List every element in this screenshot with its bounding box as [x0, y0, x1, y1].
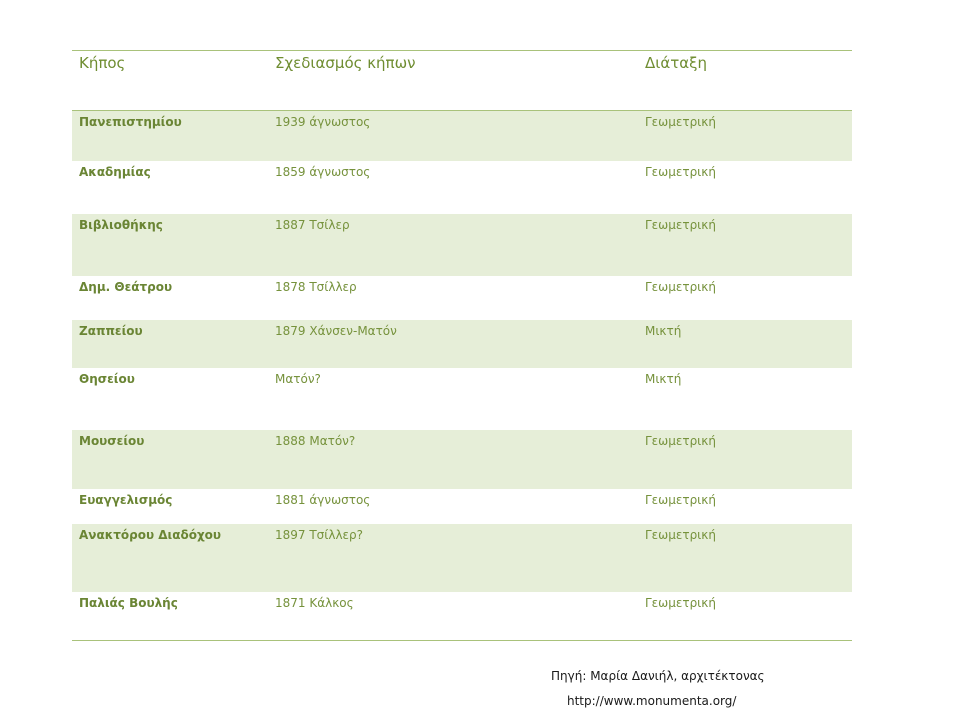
table-row [72, 161, 852, 214]
garden-design: 1859 άγνωστος [275, 165, 371, 179]
garden-layout: Μικτή [645, 324, 682, 338]
garden-name: Ακαδημίας [79, 165, 151, 179]
garden-layout: Γεωμετρική [645, 115, 716, 129]
table-row [72, 276, 852, 320]
garden-design: 1878 Τσίλλερ [275, 280, 357, 294]
table-row [72, 214, 852, 276]
table-row [72, 524, 852, 592]
garden-layout: Γεωμετρική [645, 218, 716, 232]
garden-design: 1897 Τσίλλερ? [275, 528, 364, 542]
table-row [72, 368, 852, 430]
garden-name: Δημ. Θεάτρου [79, 280, 173, 294]
garden-design: 1881 άγνωστος [275, 493, 371, 507]
garden-design: 1888 Ματόν? [275, 434, 356, 448]
table-header-row [72, 51, 852, 111]
garden-name: Ζαππείου [79, 324, 143, 338]
garden-design: 1871 Κάλκος [275, 596, 354, 610]
garden-name: Ανακτόρου Διαδόχου [79, 528, 222, 542]
table-row [72, 320, 852, 368]
source-url[interactable]: http://www.monumenta.org/ [567, 694, 737, 708]
garden-layout: Γεωμετρική [645, 528, 716, 542]
garden-design: Ματόν? [275, 372, 321, 386]
table-row [72, 592, 852, 640]
garden-name: Βιβλιοθήκης [79, 218, 163, 232]
garden-design: 1879 Χάνσεν-Ματόν [275, 324, 397, 338]
garden-design: 1887 Τσίλερ [275, 218, 350, 232]
garden-layout: Γεωμετρική [645, 434, 716, 448]
table-row [72, 489, 852, 524]
garden-layout: Γεωμετρική [645, 280, 716, 294]
header-design: Σχεδιασμός κήπων [275, 54, 416, 72]
garden-layout: Γεωμετρική [645, 596, 716, 610]
header-layout: Διάταξη [645, 54, 708, 72]
source-credit: Πηγή: Μαρία Δανιήλ, αρχιτέκτονας [551, 669, 765, 683]
garden-name: Παλιάς Βουλής [79, 596, 178, 610]
garden-name: Ευαγγελισμός [79, 493, 173, 507]
garden-name: Μουσείου [79, 434, 145, 448]
gardens-table [72, 50, 852, 641]
garden-layout: Μικτή [645, 372, 682, 386]
garden-name: Θησείου [79, 372, 135, 386]
table-row [72, 111, 852, 161]
garden-layout: Γεωμετρική [645, 493, 716, 507]
table-row [72, 430, 852, 489]
garden-design: 1939 άγνωστος [275, 115, 371, 129]
garden-name: Πανεπιστημίου [79, 115, 182, 129]
header-garden: Κήπος [79, 54, 126, 72]
garden-layout: Γεωμετρική [645, 165, 716, 179]
